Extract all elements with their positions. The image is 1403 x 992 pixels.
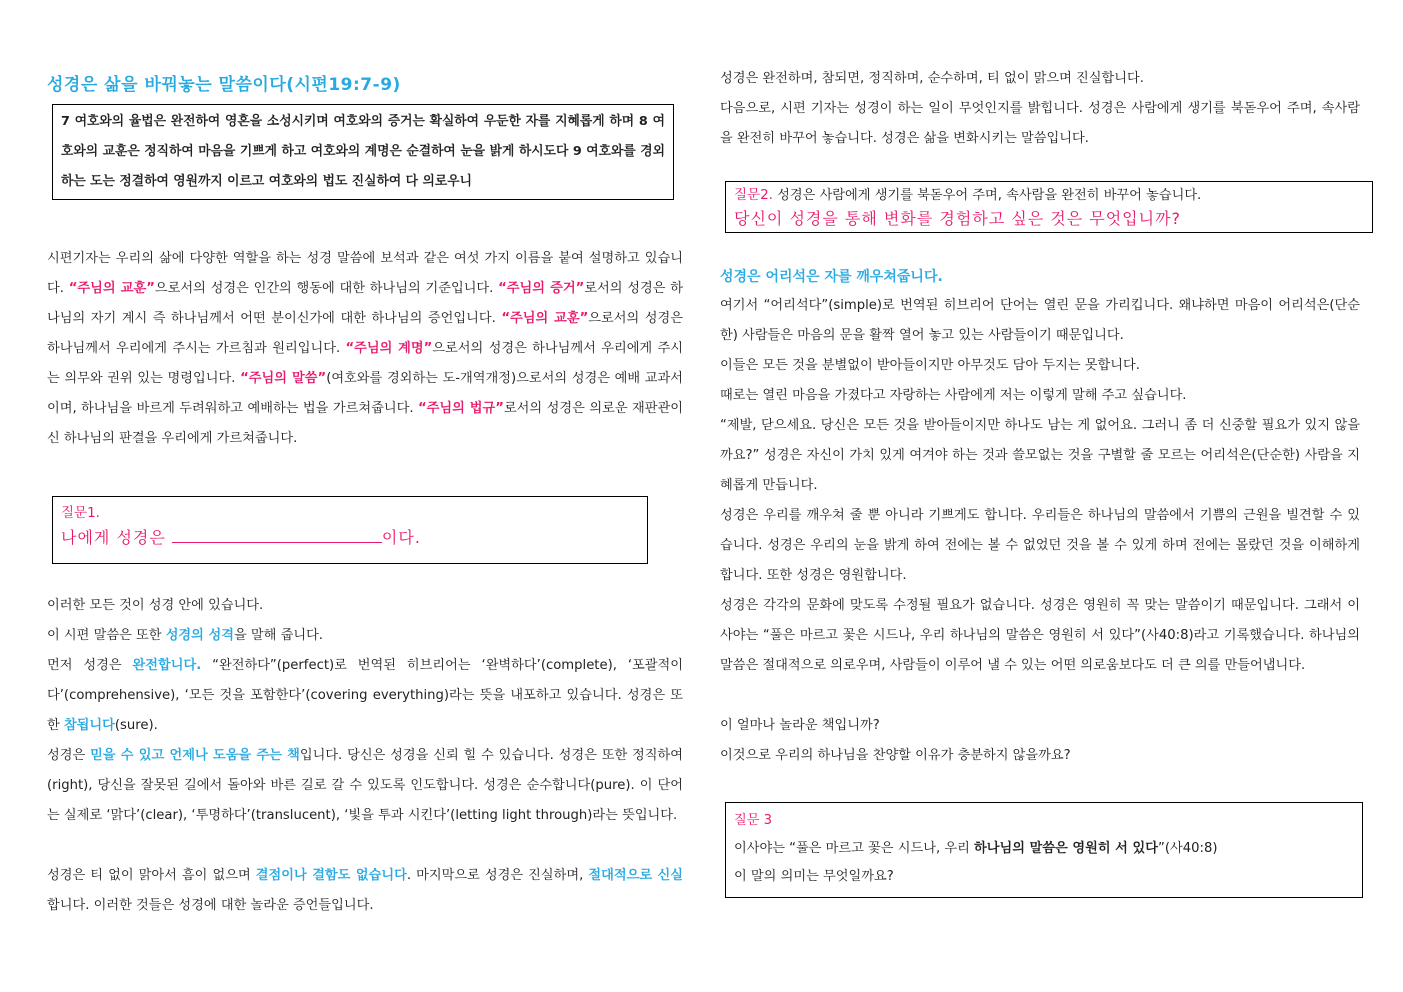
question-2-line1: 질문2. 성경은 사람에게 생기를 북돋우어 주며, 속사람을 완전히 바꾸어 놓습니다. [734,187,1202,203]
question-1-label: 질문1. [61,505,100,521]
right-paragraph-openmind: 때로는 열린 마음을 가졌다고 자랑하는 사람에게 저는 이렇게 말해 주고 싶습니다. [720,388,1187,403]
right-paragraph-joy: 성경은 우리를 깨우쳐 줄 뿐 아니라 기쁘게도 합니다. 우리들은 하나님의 말씀에서 기쁨의 근원을 빌견할 수 있습니다. 성경은 우리의 눈을 밝게 하여 전에는 볼 수 없었던 것을 볼 수 있게 하며 전에는 몰랐던 것을 이해하게 합니다. 또한 성경은 영원합니다. [720,508,1360,583]
question-2-label: 질문2. [734,187,773,203]
paragraph-trustworthy: 성경은 믿을 수 있고 언제나 도움을 주는 책입니다. 당신은 성경을 신뢰 힐 수 있습니다. 성경은 또한 정직하여(right), 당신을 잘못된 길에서 돌아와 바른 길로 갈 수 있도록 인도합니다. 성경은 순수합니다(pure). 이 단어는 실제로 ‘맑다’(clear), ‘투명하다’(translucent), ‘빛을 투과 시킨다’(letting light through)라는 뜻입니다. [47,748,683,823]
question-3-ask: 이 말의 의미는 무엇일까요? [734,869,894,884]
right-line-amazing: 이 얼마나 놀라운 책입니까? [720,718,880,733]
right-line-praise: 이것으로 우리의 하나님을 찬양할 이유가 충분하지 않을까요? [720,748,1071,763]
question-2-box [725,181,1373,233]
right-paragraph-accept: 이들은 모든 것을 분별없이 받아들이지만 아무것도 담아 두지는 못합니다. [720,358,1140,373]
scripture-box [52,104,674,200]
intro-paragraph: 시편기자는 우리의 삶에 다양한 역할을 하는 성경 말씀에 보석과 같은 여섯 가지 이름을 붙여 설명하고 있습니다. “주님의 교훈”으로서의 성경은 인간의 행동에 대한 하나님의 기준입니다. “주님의 증거”로서의 성경은 하나님의 자기 계시 즉 하나님께서 어떤 분이신가에 대한 하나님의 증언입니다. “주님의 교훈”으로서의 성경은 하나님께서 우리에게 주시는 가르침과 원리입니다. “주님의 계명”으로서의 성경은 하나님께서 우리에게 주시는 의무와 권위 있는 명령입니다. “주님의 말씀”(여호와를 경외하는 도-개역개정)으로서의 성경은 예배 교과서이며, 하나님을 바르게 두려워하고 예배하는 법을 가르쳐줍니다. “주님의 법규”로서의 성경은 의로운 재판관이신 하나님의 판결을 우리에게 가르쳐줍니다. [47,251,684,446]
scripture-text: 7 여호와의 율법은 완전하여 영혼을 소성시키며 여호와의 증거는 확실하여 우둔한 자를 지혜롭게 하며 8 여호와의 교훈은 정직하여 마음을 기쁘게 하고 여호와의 계명은 순결하여 눈을 밝게 하시도다 9 여호와를 경외하는 도는 정결하여 영원까지 이르고 여호와의 법도 진실하여 다 의로우니 [61,114,665,189]
right-paragraph-simple: 여기서 “어리석다”(simple)로 번역된 히브리어 단어는 열린 문을 가리킵니다. 왜냐하면 마음이 어리석은(단순한) 사람들은 마음의 문을 활짝 열어 놓고 있는 사람들이기 때문입니다. [720,298,1360,343]
section-heading-simple: 성경은 어리석은 자를 깨우쳐줍니다. [720,269,943,285]
question-2-line2: 당신이 성경을 통해 변화를 경험하고 싶은 것은 무엇입니까? [734,209,1182,228]
right-summary-line: 성경은 완전하며, 참되면, 정직하며, 순수하며, 티 없이 맑으며 진실합니다. [720,71,1144,86]
question-3-box [725,802,1363,898]
paragraph-perfect: 먼저 성경은 완전합니다. “완전하다”(perfect)로 번역된 히브리어는 ‘완벽하다’(complete), ‘포괄적이다’(comprehensive), ‘모든 것을 포함한다’(covering everything)라는 뜻을 내포하고 있습니다. 성경은 또한 참됩니다(sure). [47,658,683,733]
line-nature-of-bible: 이 시편 말씀은 또한 성경의 성격을 말해 줍니다. [47,628,323,643]
right-paragraph-transform: 다음으로, 시편 기자는 성경이 하는 일이 무엇인지를 밝힙니다. 성경은 사람에게 생기를 북돋우어 주며, 속사람을 완전히 바꾸어 놓습니다. 성경은 삶을 변화시키는 말씀입니다. [720,101,1360,146]
line-all-in-bible: 이러한 모든 것이 성경 안에 있습니다. [47,598,264,613]
answer-blank[interactable] [172,528,382,543]
question-3-label: 질문 3 [734,813,773,828]
document-title: 성경은 삶을 바꿔놓는 말씀이다(시편19:7-9) [47,75,401,95]
question-3-quote: 이사야는 “풀은 마르고 꽃은 시드나, 우리 하나님의 말씀은 영원히 서 있다”(사40:8) [734,841,1218,856]
question-1-box [52,496,648,564]
paragraph-flawless: 성경은 티 없이 맑아서 흠이 없으며 결점이나 결함도 없습니다. 마지막으로 성경은 진실하며, 절대적으로 신실합니다. 이러한 것들은 성경에 대한 놀라운 증언들입니다. [47,868,684,913]
right-paragraph-quote: “제발, 닫으세요. 당신은 모든 것을 받아들이지만 하나도 남는 게 없어요. 그러니 좀 더 신중할 필요가 있지 않을까요?” 성경은 자신이 가치 있게 여겨야 하는 것과 쓸모없는 것을 구별할 줄 모르는 어리석은(단순한) 사람을 지혜롭게 만듭니다. [720,418,1360,493]
question-1-text: 나에게 성경은 이다. [61,528,421,547]
right-paragraph-eternal: 성경은 각각의 문화에 맞도록 수정될 필요가 없습니다. 성경은 영원히 꼭 맞는 말씀이기 때문입니다. 그래서 이사야는 “풀은 마르고 꽃은 시드나, 우리 하나님의 말씀은 영원히 서 있다”(사40:8)라고 기록했습니다. 하나님의 말씀은 절대적으로 의로우며, 사람들이 이루어 낼 수 있는 어떤 의로움보다도 더 큰 의를 만들어냅니다. [720,598,1360,673]
